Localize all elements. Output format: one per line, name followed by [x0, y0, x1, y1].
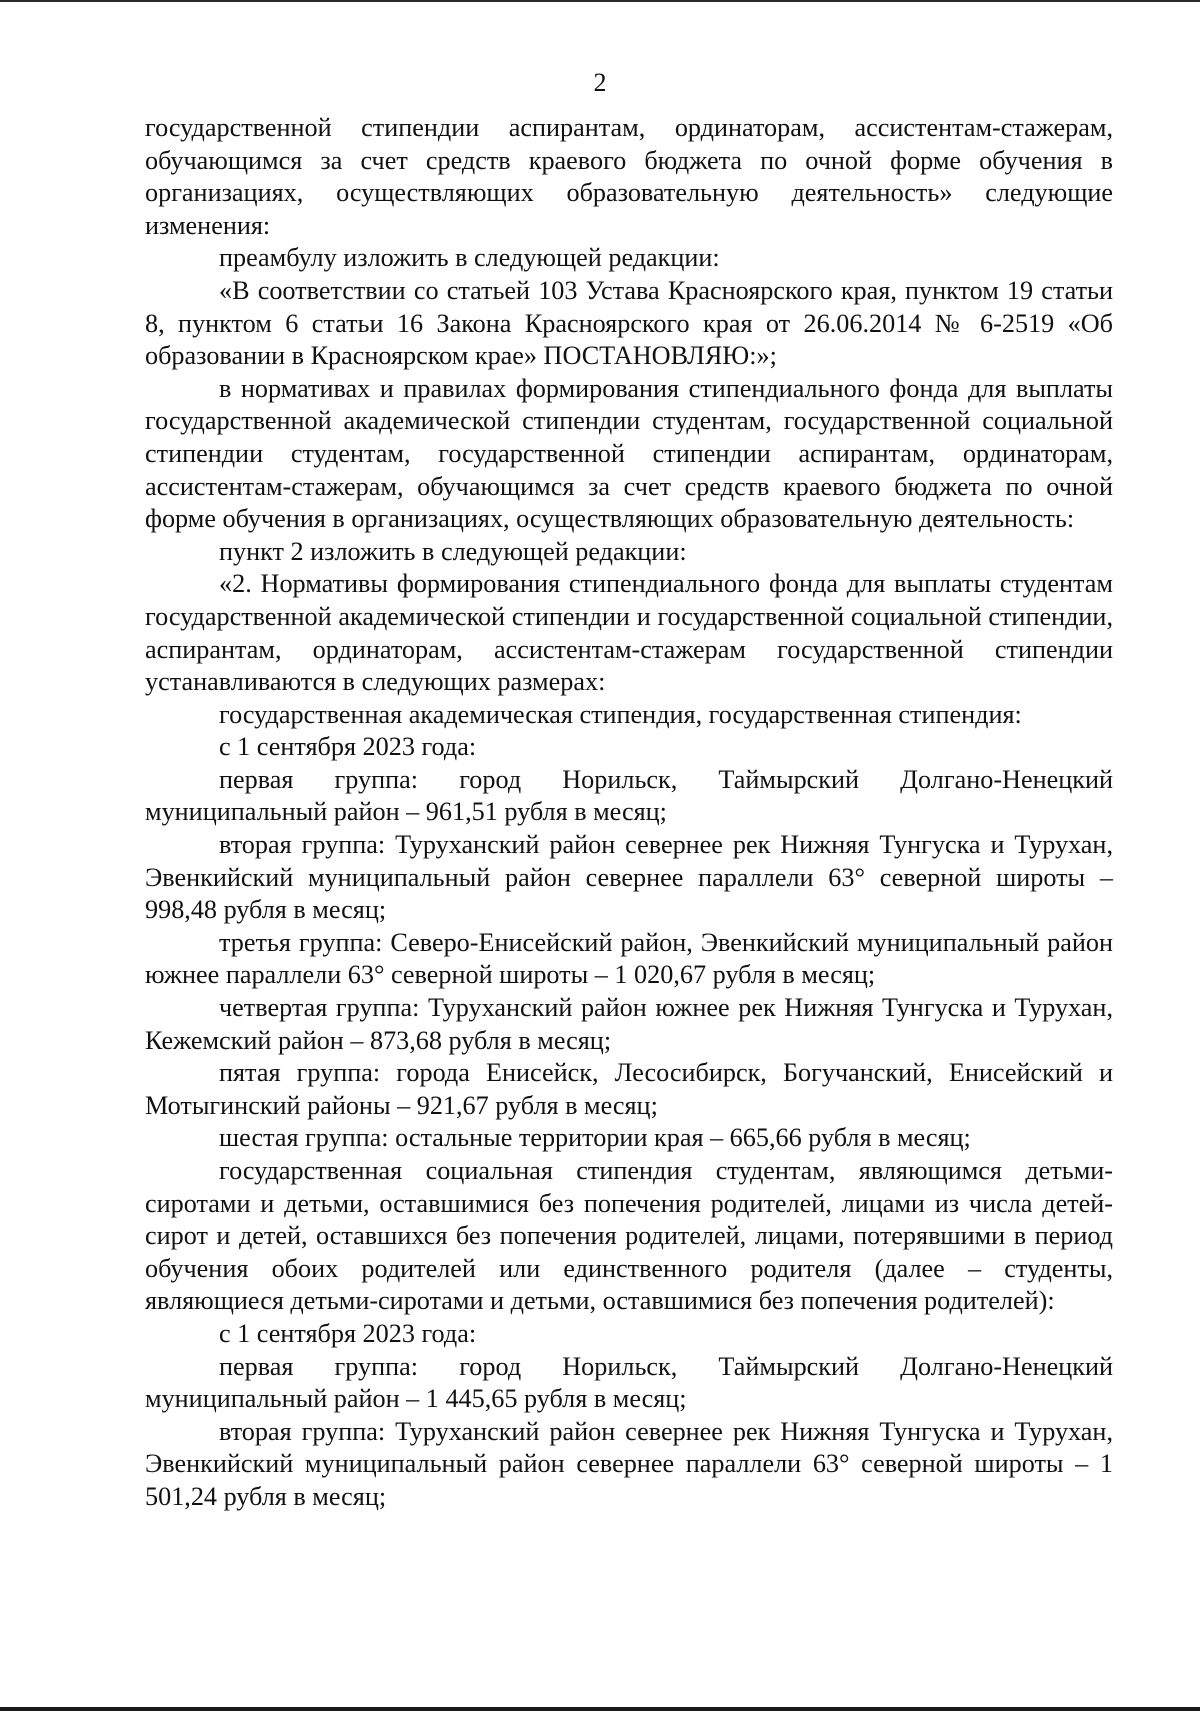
scan-edge-top	[0, 0, 1200, 2]
paragraph-continuation: государственной стипендии аспирантам, ординаторам, ассистентам-стажерам, обучающимся за счет средств краевого бюджета по очной форме обучения в организациях, осуществляющих образовательную деятельность» следующие изменения:	[145, 113, 1113, 240]
paragraph-social-stipend-heading: государственная социальная стипендия студентам, являющимся детьми-сиротами и детьми, оставшимися без попечения родителей, лицами из числа детей-сирот и детей, оставшихся без попечения родителей, лицами, потерявшими в период обучения обоих родителей или единственного родителя (далее – студенты, являющиеся детьми-сиротами и детьми, оставшимися без попечения родителей):	[145, 1156, 1113, 1316]
paragraph-social-group-2: вторая группа: Туруханский район севернее рек Нижняя Тунгуска и Турухан, Эвенкийский муниципальный район севернее параллели 63° северной широты – 1 501,24 рубля в месяц;	[145, 1416, 1113, 1511]
paragraph-point2-instruction: пункт 2 изложить в следующей редакции:	[219, 536, 687, 566]
paragraph-academic-group-3: третья группа: Северо-Енисейский район, Эвенкийский муниципальный район южнее параллели 63° северной широты – 1 020,67 рубля в месяц;	[145, 927, 1113, 990]
document-body	[145, 112, 1113, 1514]
paragraph-date-academic: с 1 сентября 2023 года:	[219, 732, 477, 762]
paragraph-preamble-text: «В соответствии со статьей 103 Устава Красноярского края, пунктом 19 статьи 8, пунктом 6 статьи 16 Закона Красноярского края от 26.06.2014 № 6-2519 «Об образовании в Красноярском крае» ПОСТАНОВЛЯЮ:»;	[145, 275, 1113, 371]
page-number: 2	[593, 68, 607, 97]
paragraph-norms-intro: в нормативах и правилах формирования стипендиального фонда для выплаты государственной академической стипендии студентам, государственной социальной стипендии студентам, государственной стипендии аспирантам, ординаторам, ассистентам-стажерам, обучающимся за счет средств краевого бюджета по очной форме обучения в организациях, осуществляющих образовательную деятельность:	[145, 373, 1113, 534]
paragraph-academic-group-4: четвертая группа: Туруханский район южнее рек Нижняя Тунгуска и Турухан, Кежемский район – 873,68 рубля в месяц;	[145, 993, 1113, 1055]
paragraph-academic-stipend-heading: государственная академическая стипендия, государственная стипендия:	[219, 699, 1022, 729]
paragraph-academic-group-1: первая группа: город Норильск, Таймырский Долгано-Ненецкий муниципальный район – 961,51 рубля в месяц;	[145, 764, 1113, 827]
scan-edge-bottom	[0, 1707, 1200, 1711]
paragraph-point2-text: «2. Нормативы формирования стипендиального фонда для выплаты студентам государственной академической стипендии и государственной социальной стипендии, аспирантам, ординаторам, ассистентам-стажерам государственной стипендии устанавливаются в следующих размерах:	[145, 569, 1113, 697]
paragraph-academic-group-6: шестая группа: остальные территории края – 665,66 рубля в месяц;	[219, 1123, 971, 1153]
paragraph-academic-group-2: вторая группа: Туруханский район севернее рек Нижняя Тунгуска и Турухан, Эвенкийский муниципальный район севернее параллели 63° северной широты – 998,48 рубля в месяц;	[145, 830, 1113, 925]
paragraph-date-social: с 1 сентября 2023 года:	[219, 1318, 477, 1348]
paragraph-social-group-1: первая группа: город Норильск, Таймырский Долгано-Ненецкий муниципальный район – 1 445,65 рубля в месяц;	[145, 1351, 1113, 1414]
paragraph-academic-group-5: пятая группа: города Енисейск, Лесосибирск, Богучанский, Енисейский и Мотыгинский районы – 921,67 рубля в месяц;	[145, 1058, 1113, 1120]
paragraph-preamble-instruction: преамбулу изложить в следующей редакции:	[219, 243, 720, 273]
